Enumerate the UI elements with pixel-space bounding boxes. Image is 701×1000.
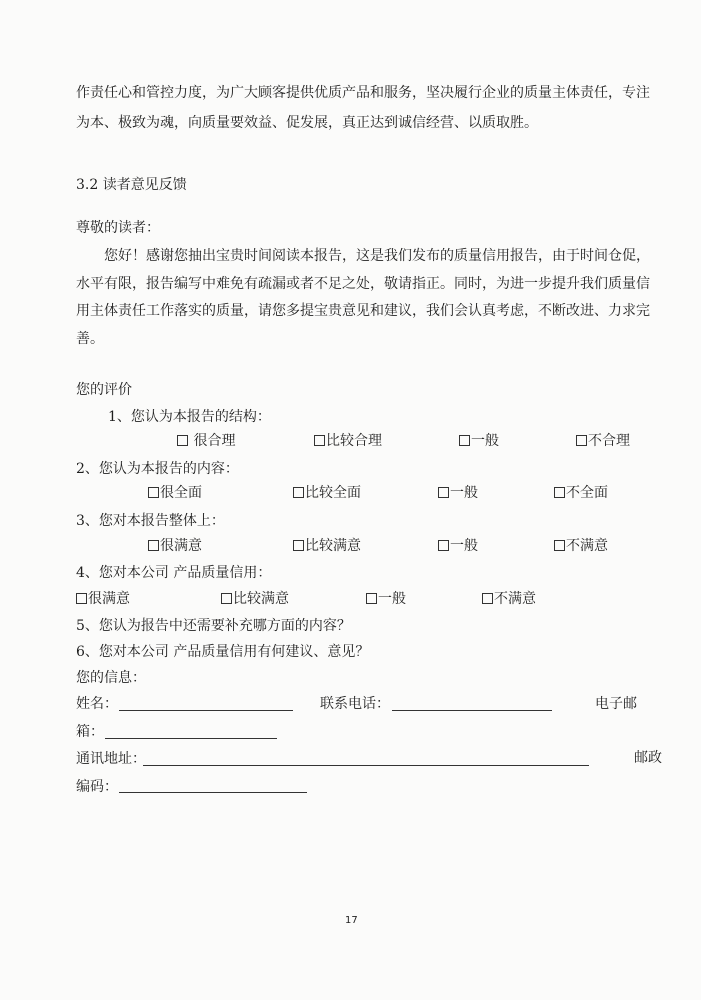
checkbox-icon[interactable]	[76, 593, 87, 604]
q4-option-4[interactable]: 不满意	[482, 590, 536, 608]
intro-line-2: 为本、极致为魂，向质量要效益、促发展，真正达到诚信经营、以质取胜。	[76, 115, 538, 131]
q3-option-2[interactable]: 比较满意	[293, 537, 361, 555]
checkbox-icon[interactable]	[576, 435, 587, 446]
q1-option-4[interactable]: 不合理	[576, 432, 630, 450]
q3-option-3[interactable]: 一般	[438, 537, 478, 555]
q2-option-1[interactable]: 很全面	[148, 484, 202, 502]
postcode-field[interactable]	[119, 792, 307, 793]
checkbox-icon[interactable]	[293, 540, 304, 551]
info-title: 您的信息：	[76, 670, 146, 686]
checkbox-icon[interactable]	[314, 435, 325, 446]
section-title: 3.2 读者意见反馈	[76, 177, 187, 193]
intro-line-1: 作责任心和管控力度，为广大顾客提供优质产品和服务，坚决履行企业的质量主体责任，专注	[76, 85, 650, 101]
question-4: 4、您对本公司 产品质量信用：	[76, 565, 272, 581]
postcode-label-part-1: 邮政	[634, 750, 662, 766]
email-field[interactable]	[105, 738, 277, 739]
phone-field[interactable]	[392, 710, 552, 711]
checkbox-icon[interactable]	[293, 487, 304, 498]
question-3: 3、您对本报告整体上：	[76, 513, 225, 529]
q4-option-2[interactable]: 比较满意	[221, 590, 289, 608]
checkbox-icon[interactable]	[459, 435, 470, 446]
name-field[interactable]	[119, 710, 293, 711]
evaluation-title: 您的评价	[76, 382, 132, 398]
checkbox-icon[interactable]	[366, 593, 377, 604]
page-number: 17	[345, 915, 358, 926]
q3-option-1[interactable]: 很满意	[148, 537, 202, 555]
checkbox-icon[interactable]	[438, 487, 449, 498]
checkbox-icon[interactable]	[148, 540, 159, 551]
q3-option-4[interactable]: 不满意	[554, 537, 608, 555]
question-2: 2、您认为本报告的内容：	[76, 461, 239, 477]
q1-option-1[interactable]: 很合理	[177, 432, 235, 450]
checkbox-icon[interactable]	[554, 487, 565, 498]
q2-option-3[interactable]: 一般	[438, 484, 478, 502]
checkbox-icon[interactable]	[177, 435, 188, 446]
checkbox-icon[interactable]	[148, 487, 159, 498]
letter-paragraph-line-2: 水平有限，报告编写中难免有疏漏或者不足之处，敬请指正。同时，为进一步提升我们质量信	[76, 276, 650, 292]
question-1: 1、您认为本报告的结构：	[108, 409, 271, 425]
letter-paragraph-line-3: 用主体责任工作落实的质量，请您多提宝贵意见和建议，我们会认真考虑，不断改进、力求完	[76, 303, 650, 319]
checkbox-icon[interactable]	[482, 593, 493, 604]
name-label: 姓名：	[76, 696, 118, 712]
address-label: 通讯地址：	[76, 751, 146, 767]
q4-option-1[interactable]: 很满意	[76, 590, 130, 608]
checkbox-icon[interactable]	[554, 540, 565, 551]
letter-paragraph-line-1: 您好！感谢您抽出宝贵时间阅读本报告，这是我们发布的质量信用报告，由于时间仓促，	[104, 248, 650, 264]
letter-paragraph-line-4: 善。	[76, 331, 104, 347]
question-5: 5、您认为报告中还需要补充哪方面的内容？	[76, 618, 351, 634]
checkbox-icon[interactable]	[221, 593, 232, 604]
address-field[interactable]	[143, 765, 589, 766]
checkbox-icon[interactable]	[438, 540, 449, 551]
q4-option-3[interactable]: 一般	[366, 590, 406, 608]
q1-option-3[interactable]: 一般	[459, 432, 499, 450]
q1-option-2[interactable]: 比较合理	[314, 432, 382, 450]
q2-option-4[interactable]: 不全面	[554, 484, 608, 502]
question-6: 6、您对本公司 产品质量信用有何建议、意见？	[76, 644, 370, 660]
phone-label: 联系电话：	[320, 696, 390, 712]
email-label-part-1: 电子邮	[595, 696, 637, 712]
postcode-label-part-2: 编码：	[76, 779, 118, 795]
email-label-part-2: 箱：	[76, 724, 104, 740]
q2-option-2[interactable]: 比较全面	[293, 484, 361, 502]
letter-salutation: 尊敬的读者：	[76, 220, 160, 236]
